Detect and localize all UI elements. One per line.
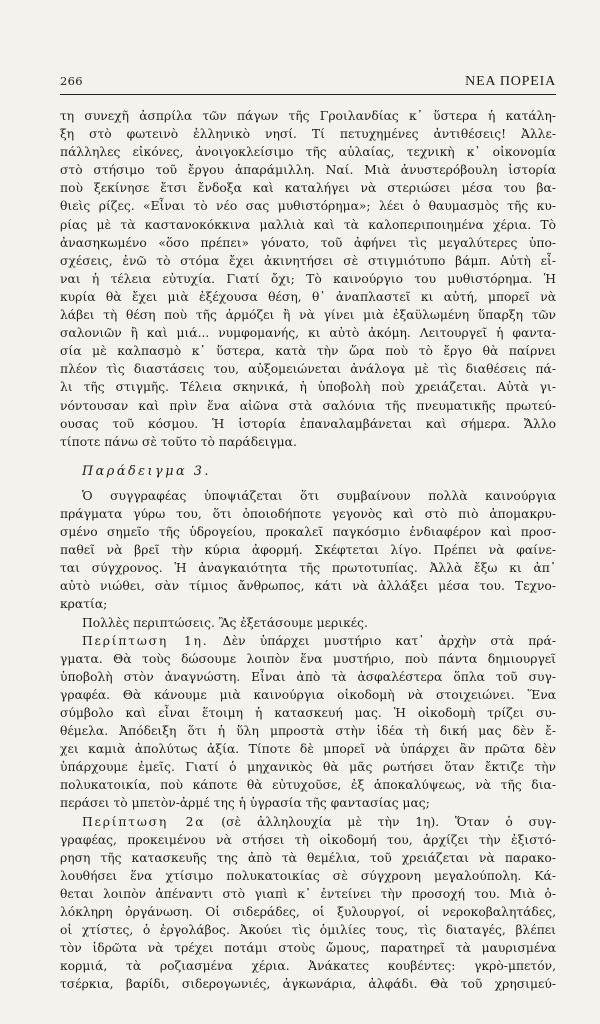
text-line: τὸν ἱδρῶτα νὰ τρέχει ποτάμι στοὺς ὤμους, παρατηρεῖ τὰ μαυρισμένα <box>60 941 556 956</box>
text-line: ται σύγχρονος. Ἡ ἀναγκαιότητα τῆς πρωτοτυπίας. Ἀλλὰ ἔξω κι ἀπ᾽ <box>60 561 556 576</box>
text-line: ρηση τῆς κατασκευῆς της ἀπὸ τὰ θεμέλια, τοῦ χρειάζεται νὰ παρακο- <box>60 850 556 865</box>
running-header <box>60 74 556 95</box>
text-line: κυρία θὰ ἔχει μιὰ ἐξέχουσα θέση, θ᾽ ἀναπλαστεῖ κι αὐτή, μπορεῖ νὰ <box>60 289 556 304</box>
text-line: σχέσεις, ἐνῶ τὸ στόμα ἔχει ἀκινητήσει σὲ στιγμιότυπο βάμπ. Αὐτὴ εἶ- <box>60 253 556 268</box>
text-line: σύμβολο καὶ εἶναι ἕτοιμη ἡ κατασκευή μας. Ἡ οἰκοδομὴ τρίζει συ- <box>60 706 556 720</box>
book-page <box>60 74 556 994</box>
text-line: Πολλὲς περιπτώσεις. Ἂς ἐξετάσουμε μερικές. <box>82 615 368 630</box>
text-line: λουθήσει ἕνα χτίσιμο πολυκατοικίας σὲ σύγχρονη μεγαλούπολη. Κά- <box>60 868 556 883</box>
text-line: ποὺ ξεκίνησε ἔτσι ἔνδοξα καὶ καταλήγει νὰ στεριώσει μέσα του βα- <box>60 181 556 196</box>
text-line: παθεῖ νὰ βρεῖ τὴν κύρια ἀφορμή. Σκέφτεται λίγο. Πρέπει νὰ φαίνε- <box>60 543 556 558</box>
text-line: χει καμιὰ ἀπολύτως ἀξία. Τίποτε δὲ μπορεῖ νὰ ὑπάρχει ἂν πρῶτα δὲν <box>60 742 556 757</box>
text-line: κορμιά, τὰ ροζιασμένα χέρια. Ἀνάκατες κουβέντες: γκρὸ-μπετόν, <box>60 959 556 974</box>
case-text: Δὲν ὑπάρχει μυστήριο κατ᾽ ἀρχὴν στὰ πρά- <box>222 633 556 648</box>
text-line: πάλληλες εἰκόνες, ἀνοιγοκλείσιμο τῆς αὐλαίας, τεχνικὴ κ᾽ οἰκονομία <box>60 145 556 160</box>
text-line: πλέον τὶς διαστάσεις του, αὐξομειώνεται ἀνάλογα μὲ τὶς διαθέσεις πά- <box>60 362 556 377</box>
text-line: ξη στὸ φωτεινὸ ἑλληνικὸ νησί. Τί πετυχημένες ἀντιθέσεις! Ἀλλε- <box>60 127 556 142</box>
text-line: ναι ἡ τέλεια εὐτυχία. Γιατί ὄχι; Τὸ καινούργιο του μυθιστόρημα. Ἡ <box>60 271 556 286</box>
text-line: λάβει τὴ θέση ποὺ τῆς ἁρμόζει ἢ νὰ γίνει μιὰ ἐξαϋλωμένη ὕπαρξη τῶν <box>60 308 556 323</box>
text-line: γραφέας, προκειμένου νὰ στήσει τὴ οἰκοδομή του, ἀρχίζει τὴν ἐξιστό- <box>60 832 556 847</box>
text-line <box>60 813 556 831</box>
case-text: (σὲ ἀλληλουχία μὲ τὴν 1η). Ὅταν ὁ συγ- <box>221 814 556 829</box>
text-line: θεται λοιπὸν ἀπέναντι στὸ γιαπὶ κ᾽ ἐντείνει τὴν προσοχή του. Μιὰ ὁ- <box>60 886 556 901</box>
text-line: σμένο σημεῖο τῆς ὑδρογείου, προκαλεῖ παγκόσμιο ἐνδιαφέρον καὶ προσ- <box>60 525 556 540</box>
paragraph-4 <box>60 813 556 994</box>
text-line <box>60 632 556 650</box>
text-line: λόκληρη ὀργάνωση. Οἱ σιδεράδες, οἱ ξυλουργοί, οἱ νεροκοβαλητάδες, <box>60 905 556 920</box>
text-line: ὑποβολὴ στὸν ἀναγνώστη. Εἶναι ἀπὸ τὰ ἀσφαλέστερα ὅπλα τοῦ συγ- <box>60 669 556 684</box>
text-line: σαλονιῶν ἢ καὶ μιά... νυμφομανής, κι αὐτὸ ἀκόμη. Λειτουργεῖ ἡ φαντα- <box>60 326 556 341</box>
paragraph-1 <box>60 107 556 451</box>
text-line: τίποτε πάνω σὲ τοῦτο τὸ παράδειγμα. <box>60 434 297 449</box>
text-line: οἱ χτίστες, ὁ ἐργολάβος. Ἀκούει τὶς ὁμιλίες τους, τὶς διαταγές, βλέπει <box>60 923 556 938</box>
paragraph-2 <box>60 487 556 614</box>
text-line: ρίας μὲ τὰ καστανοκόκκινα μαλλιὰ καὶ τὰ καλοπεριποιημένα χέρια. Τὸ <box>60 217 556 232</box>
body-text <box>60 107 556 994</box>
text-line: θιεὶς ρίζες. «Εἶναι τὸ νέο σας μυθιστόρημα»; λέει ὁ θαυμασμὸς τῆς κυ- <box>60 199 556 214</box>
text-line: τη συνεχῆ ἀσπρίλα τῶν πάγων τῆς Γροιλανδίας κ᾽ ὕστερα ἡ κατάλη- <box>60 109 556 123</box>
case-label: Περίπτωση 1η. <box>82 633 209 648</box>
text-line: ουσας τοῦ κόσμου. Ἡ ἱστορία ἐπαναλαμβάνεται καὶ σήμερα. Ἄλλο <box>60 416 556 431</box>
text-line: ὑπάρχουμε ἐμεῖς. Γιατί ὁ μηχανικὸς θὰ μᾶς ρωτήσει ὅταν ἔκτιζε τὴν <box>60 760 556 775</box>
text-line: περάσει τὸ μπετὸν-ἀρμέ της ἡ ὑγρασία τῆς φαντασίας μας; <box>60 796 430 811</box>
text-line: κρατία; <box>60 597 108 612</box>
text-line: θέμελα. Ἀπόδειξη ὅτι ἡ ὕλη μπροστὰ στὴν ἰδέα τὴ δική μας δὲν ἔ- <box>60 724 556 739</box>
text-line: πολυκατοικία, ποὺ κάποτε θὰ εὐτυχοῦσε, ἐξ ἀποκαλύψεως, νὰ τῆς δια- <box>60 778 556 793</box>
text-line: πράγματα γύρω του, ὅτι ὁποιοδήποτε γεγονὸς καὶ στὸ πιὸ ἀπομακρυ- <box>60 506 556 521</box>
text-line: νόντουσαν καὶ πρὶν ἕνα αἰῶνα στὰ σαλόνια τῆς πνευματικῆς πρωτεύ- <box>60 398 556 413</box>
text-line: ἀνασηκωμένο «ὅσο πρέπει» γόνατο, τοῦ ἀφήνει τὶς μεγαλύτερες ὑπο- <box>60 235 556 250</box>
text-line: γραφέα. Θὰ κάνουμε μιὰ καινούργια οἰκοδομὴ νὰ στοιχειώνει. Ἕνα <box>60 687 556 702</box>
text-line: στὸ στήσιμο τοῦ ἔργου ἀπαράμιλλη. Ναί. Μιὰ ἀνυστερόβουλη ἱστορία <box>60 163 556 178</box>
text-line: Ὁ συγγραφέας ὑποψιάζεται ὅτι συμβαίνουν πολλὰ καινούργια <box>82 488 556 503</box>
text-line: λι τῆς στιγμῆς. Τέλεια σκηνικά, ἡ ὑποβολὴ ποὺ χρειάζεται. Αὐτὰ γι- <box>60 380 556 395</box>
case-label: Περίπτωση 2α <box>82 814 206 829</box>
journal-title: ΝΕΑ ΠΟΡΕΙΑ <box>465 74 556 89</box>
text-line: σία μὲ καλπασμὸ κ᾽ ὕστερα, κατὰ τὴν ὥρα ποὺ τὸ ἔργο θὰ παίρνει <box>60 344 556 359</box>
page-number: 266 <box>60 74 83 88</box>
text-line: γματα. Θὰ τοὺς δώσουμε λοιπὸν ἕνα μυστήριο, ποὺ πάντα δημιουργεῖ <box>60 651 556 666</box>
text-line: αὐτὸ νιώθει, σὰν τίμιος ἄνθρωπος, κάτι νὰ ἀλλάξει μέσα του. Τεχνο- <box>60 579 556 594</box>
paragraph-3 <box>60 614 556 813</box>
section-heading: Παράδειγμα 3. <box>82 463 211 479</box>
text-line: τσέρκια, βαρίδι, σιδερογωνιές, ἀγκωνάρια, ἀλφάδι. Θὰ τοῦ χρησιμεύ- <box>60 977 556 992</box>
